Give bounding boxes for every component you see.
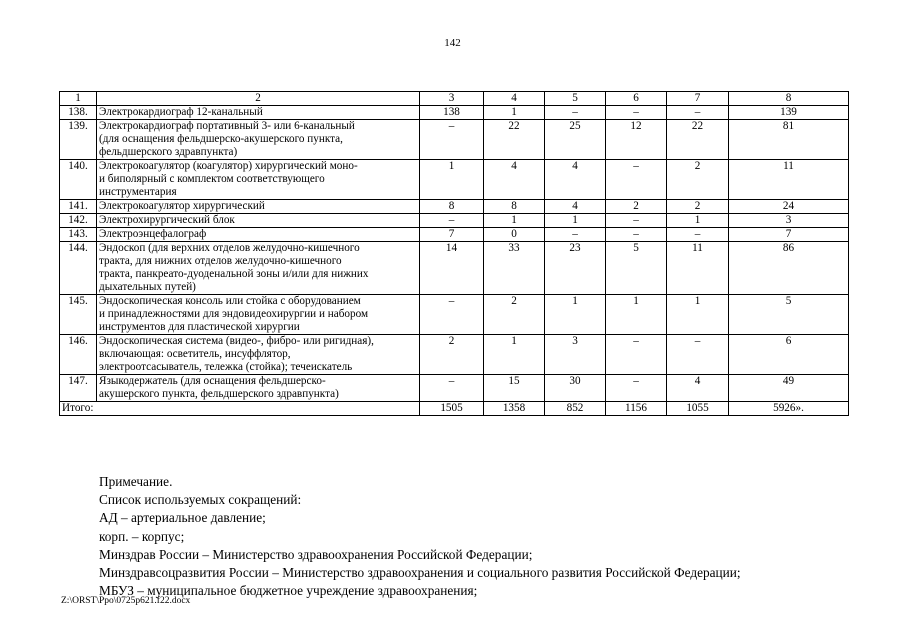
value-cell: – [606,335,667,375]
column-header: 5 [545,92,606,106]
file-path-footer: Z:\ORST\Ppo\0725p621.f22.docx [61,596,191,606]
equipment-name [97,242,420,295]
value-cell: 1 [667,214,729,228]
value-cell: 8 [484,200,545,214]
value-cell: 8 [420,200,484,214]
row-number: 143. [60,228,97,242]
table-row [60,375,849,402]
value-cell: 22 [484,120,545,160]
equipment-name-line: Электрокоагулятор хирургический [99,200,265,212]
value-cell: 86 [729,242,849,295]
value-cell: 1 [606,295,667,335]
total-value: 1358 [484,402,545,416]
row-number: 138. [60,106,97,120]
equipment-name [97,160,420,200]
value-cell: 23 [545,242,606,295]
value-cell: 1 [545,295,606,335]
equipment-name [97,106,420,120]
value-cell: 1 [484,106,545,120]
note-line: Список используемых сокращений: [99,492,302,508]
value-cell: 15 [484,375,545,402]
value-cell: 139 [729,106,849,120]
value-cell: 1 [667,295,729,335]
table-row [60,106,849,120]
total-value: 1156 [606,402,667,416]
total-value: 1505 [420,402,484,416]
equipment-name [97,214,420,228]
total-label: Итого: [60,402,420,416]
row-number: 146. [60,335,97,375]
total-value: 5926». [729,402,849,416]
row-number: 142. [60,214,97,228]
value-cell: 1 [545,214,606,228]
value-cell: 4 [545,200,606,214]
row-number: 141. [60,200,97,214]
equipment-name [97,335,420,375]
note-line: МБУЗ – муниципальное бюджетное учреждение здравоохранения; [99,583,478,599]
column-header: 4 [484,92,545,106]
note-line: АД – артериальное давление; [99,510,266,526]
value-cell: – [606,160,667,200]
value-cell: – [667,106,729,120]
value-cell: 12 [606,120,667,160]
value-cell: 7 [729,228,849,242]
value-cell: – [420,295,484,335]
note-line: Минздравсоцразвития России – Министерство здравоохранения и социального развития Российской Федерации; [99,565,741,581]
value-cell: 11 [667,242,729,295]
equipment-name-line: Электрокардиограф портативный 3- или 6-канальный [99,120,355,132]
row-number: 140. [60,160,97,200]
equipment-name-line: электроотсасыватель, тележка (стойка); течеискатель [99,361,353,373]
value-cell: – [420,375,484,402]
equipment-table [59,91,849,416]
value-cell: 30 [545,375,606,402]
row-number: 144. [60,242,97,295]
column-header: 6 [606,92,667,106]
equipment-name-line: включающая: осветитель, инсуффлятор, [99,348,291,360]
value-cell: 0 [484,228,545,242]
value-cell: – [667,335,729,375]
equipment-name-line: тракта, для нижних отделов желудочно-кишечного [99,255,342,267]
value-cell: 4 [667,375,729,402]
value-cell: 6 [729,335,849,375]
table-row [60,228,849,242]
equipment-name [97,295,420,335]
value-cell: 1 [420,160,484,200]
total-value: 1055 [667,402,729,416]
equipment-name-line: Электроэнцефалограф [99,228,207,240]
value-cell: 24 [729,200,849,214]
equipment-name [97,200,420,214]
equipment-name-line: акушерского пункта, фельдшерского здравпункта) [99,388,339,400]
value-cell: 14 [420,242,484,295]
equipment-name-line: и биполярный с комплектом соответствующего [99,173,325,185]
row-number: 139. [60,120,97,160]
table-row [60,335,849,375]
value-cell: – [606,228,667,242]
value-cell: 11 [729,160,849,200]
value-cell: – [420,120,484,160]
column-header: 2 [97,92,420,106]
value-cell: – [545,106,606,120]
column-header: 1 [60,92,97,106]
value-cell: 33 [484,242,545,295]
value-cell: 2 [667,200,729,214]
equipment-name-line: тракта, панкреато-дуоденальной зоны и/или для нижних [99,268,369,280]
notes-section [99,473,741,600]
equipment-name-line: фельдшерского здравпункта) [99,146,238,158]
equipment-name-line: (для оснащения фельдшерско-акушерского пункта, [99,133,343,145]
table-row [60,120,849,160]
equipment-name [97,375,420,402]
value-cell: 25 [545,120,606,160]
column-header: 7 [667,92,729,106]
equipment-name-line: инструментария [99,186,177,198]
total-value: 852 [545,402,606,416]
row-number: 145. [60,295,97,335]
table-row [60,295,849,335]
page-number: 142 [444,37,461,49]
value-cell: 4 [484,160,545,200]
value-cell: – [420,214,484,228]
value-cell: 22 [667,120,729,160]
table-row [60,242,849,295]
value-cell: 1 [484,214,545,228]
value-cell: 3 [545,335,606,375]
equipment-name-line: Языкодержатель (для оснащения фельдшерско- [99,375,326,387]
table-row [60,160,849,200]
value-cell: 5 [606,242,667,295]
value-cell: 2 [484,295,545,335]
equipment-name-line: Эндоскопическая консоль или стойка с оборудованием [99,295,361,307]
value-cell: 138 [420,106,484,120]
equipment-name-line: и принадлежностями для эндовидеохирургии и набором [99,308,369,320]
value-cell: – [606,214,667,228]
equipment-name-line: Электрокардиограф 12-канальный [99,106,263,118]
note-line: Минздрав России – Министерство здравоохранения Российской Федерации; [99,546,533,562]
value-cell: 1 [484,335,545,375]
table-header-row [60,92,849,106]
value-cell: 2 [420,335,484,375]
value-cell: – [606,375,667,402]
value-cell: 81 [729,120,849,160]
table-row [60,214,849,228]
column-header: 3 [420,92,484,106]
value-cell: – [606,106,667,120]
value-cell: – [667,228,729,242]
value-cell: 2 [606,200,667,214]
note-line: корп. – корпус; [99,528,185,544]
table-row [60,200,849,214]
equipment-name-line: дыхательных путей) [99,281,196,293]
notes-heading: Примечание. [99,474,173,489]
equipment-name-line: инструментов для пластической хирургии [99,321,300,333]
value-cell: – [545,228,606,242]
equipment-name [97,228,420,242]
value-cell: 3 [729,214,849,228]
column-header: 8 [729,92,849,106]
total-row [60,402,849,416]
equipment-name-line: Электрокоагулятор (коагулятор) хирургический моно- [99,160,358,172]
row-number: 147. [60,375,97,402]
value-cell: 7 [420,228,484,242]
equipment-name-line: Электрохирургический блок [99,214,235,226]
value-cell: 4 [545,160,606,200]
equipment-name [97,120,420,160]
value-cell: 5 [729,295,849,335]
equipment-name-line: Эндоскопическая система (видео-, фибро- или ригидная), [99,335,374,347]
value-cell: 49 [729,375,849,402]
value-cell: 2 [667,160,729,200]
equipment-name-line: Эндоскоп (для верхних отделов желудочно-кишечного [99,242,360,254]
